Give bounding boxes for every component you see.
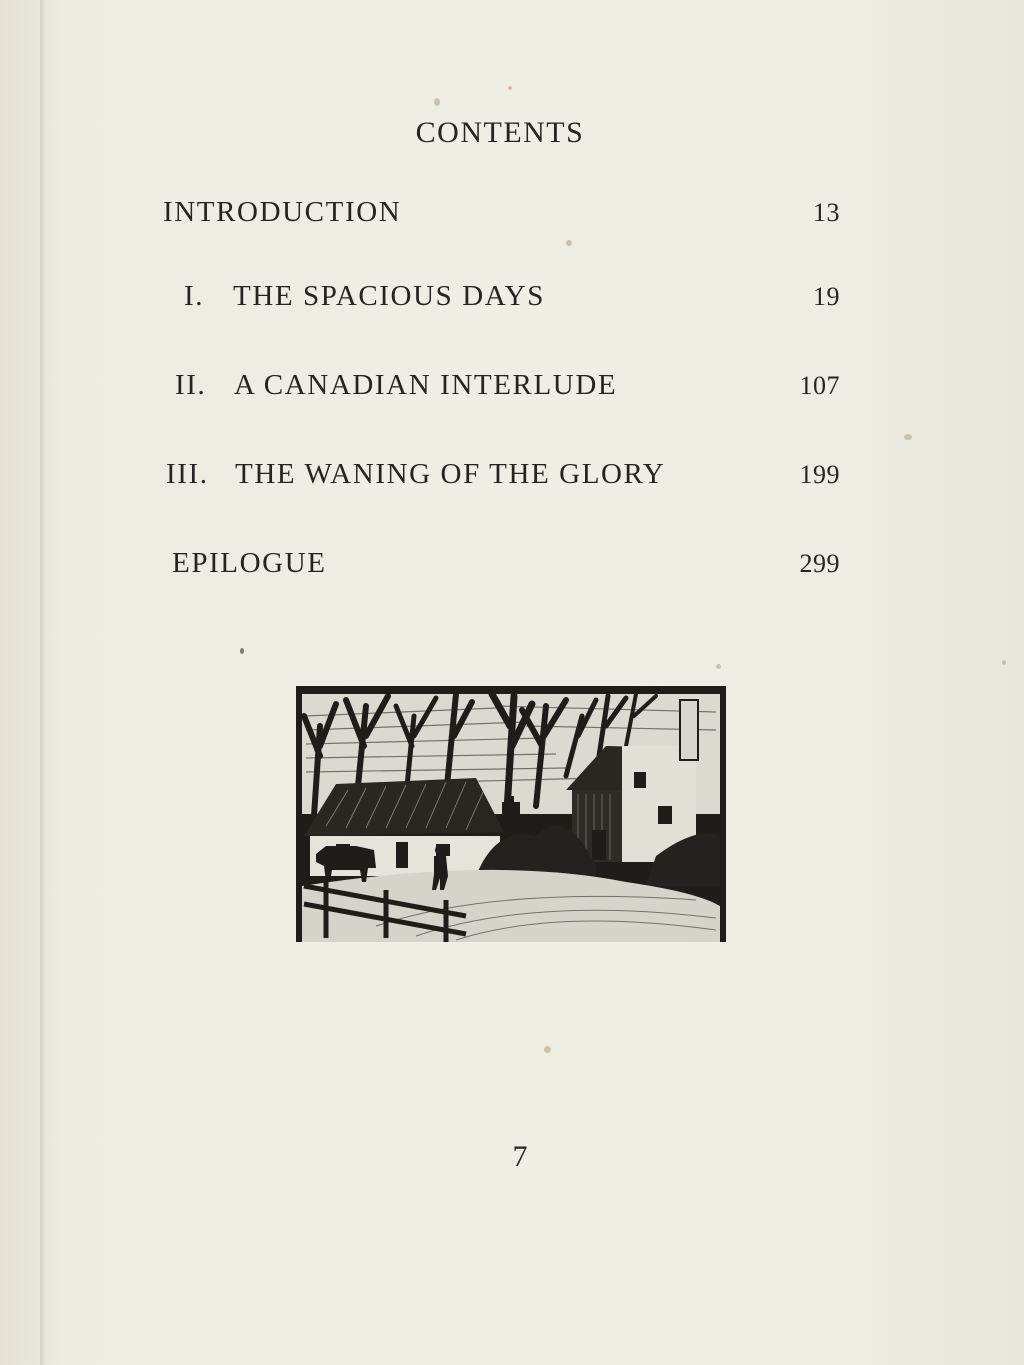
toc-entry-waning-of-the-glory <box>0 458 1024 498</box>
toc-entry-page: 299 <box>799 549 840 578</box>
foxing-spot <box>566 240 572 246</box>
toc-entry-numeral: I. <box>184 280 205 312</box>
toc-entry-title: THE SPACIOUS DAYS <box>233 280 545 312</box>
toc-entry-page: 13 <box>813 198 840 227</box>
toc-entry-epilogue <box>0 547 1024 587</box>
foxing-spot <box>544 1046 551 1053</box>
toc-entry-numeral: II. <box>175 369 207 401</box>
toc-entry-spacious-days <box>0 280 1024 320</box>
toc-entry-title: THE WANING OF THE GLORY <box>235 458 666 490</box>
page-number: 7 <box>512 1140 528 1173</box>
contents-heading: CONTENTS <box>415 116 585 149</box>
foxing-spot <box>904 434 912 440</box>
toc-entry-title: INTRODUCTION <box>163 196 402 228</box>
foxing-spot <box>434 98 440 106</box>
toc-entry-numeral: III. <box>166 458 209 490</box>
foxing-spot <box>1002 660 1006 665</box>
toc-entry-page: 19 <box>813 282 840 311</box>
foxing-spot <box>240 648 244 654</box>
toc-entry-title: EPILOGUE <box>172 547 327 579</box>
toc-entry-introduction <box>0 196 1024 236</box>
toc-entry-page: 199 <box>799 460 840 489</box>
toc-entry-page: 107 <box>799 371 840 400</box>
toc-entry-canadian-interlude <box>0 369 1024 409</box>
foxing-spot <box>716 664 721 669</box>
toc-entry-title: A CANADIAN INTERLUDE <box>234 369 618 401</box>
foxing-spot <box>508 86 512 90</box>
wood-engraving-illustration <box>296 686 726 942</box>
